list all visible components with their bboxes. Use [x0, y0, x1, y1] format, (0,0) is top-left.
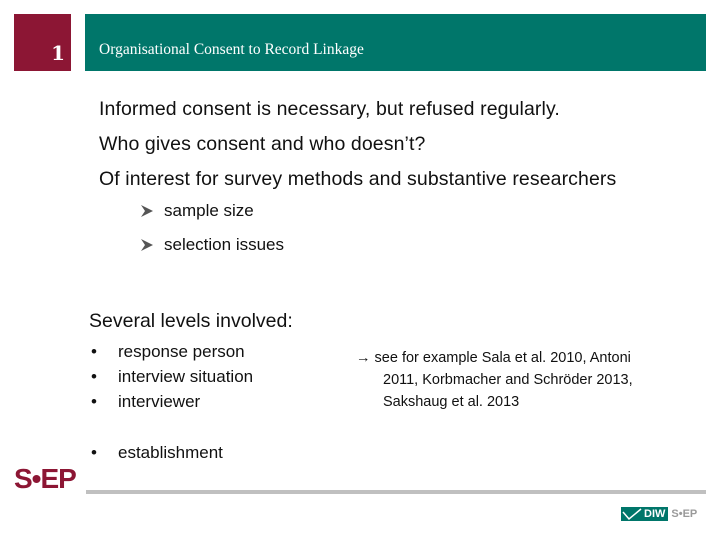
sub-bullet-list: [140, 194, 284, 262]
diw-check-icon: [621, 507, 643, 521]
sub-bullet: sample size: [140, 194, 284, 228]
diw-label: DIW: [643, 507, 668, 521]
slide-number: 1: [51, 41, 65, 65]
diw-soep-logo: [621, 507, 697, 521]
list-item: • establishment: [91, 443, 223, 462]
slide-number-box: [14, 14, 71, 71]
main-point: Informed consent is necessary, but refused regularly.: [99, 98, 560, 120]
slide-title: Organisational Consent to Record Linkage: [99, 41, 364, 58]
references: → see for example Sala et al. 2010, Antoni 2011, Korbmacher and Schröder 2013, Sakshaug et al. 2013: [356, 350, 633, 410]
list-item: • response person: [91, 342, 245, 361]
list-item: • interviewer: [91, 392, 201, 411]
main-point: Who gives consent and who doesn’t?: [99, 133, 426, 155]
levels-list: [89, 339, 293, 465]
levels-section: [89, 310, 293, 465]
title-bar: [85, 14, 706, 71]
arrow-bullet-icon: [140, 238, 154, 252]
footer-divider: [86, 490, 706, 494]
arrow-bullet-icon: [140, 204, 154, 218]
levels-heading: Several levels involved:: [89, 310, 293, 332]
main-point: Of interest for survey methods and substantive researchers: [99, 168, 617, 190]
diw-soep-label: S•EP: [671, 508, 698, 520]
arrow-icon: →: [356, 350, 371, 366]
sub-bullet: selection issues: [140, 228, 284, 262]
soep-logo: S•EP: [14, 463, 76, 494]
list-item: • interview situation: [91, 367, 254, 386]
main-points: [99, 92, 616, 197]
